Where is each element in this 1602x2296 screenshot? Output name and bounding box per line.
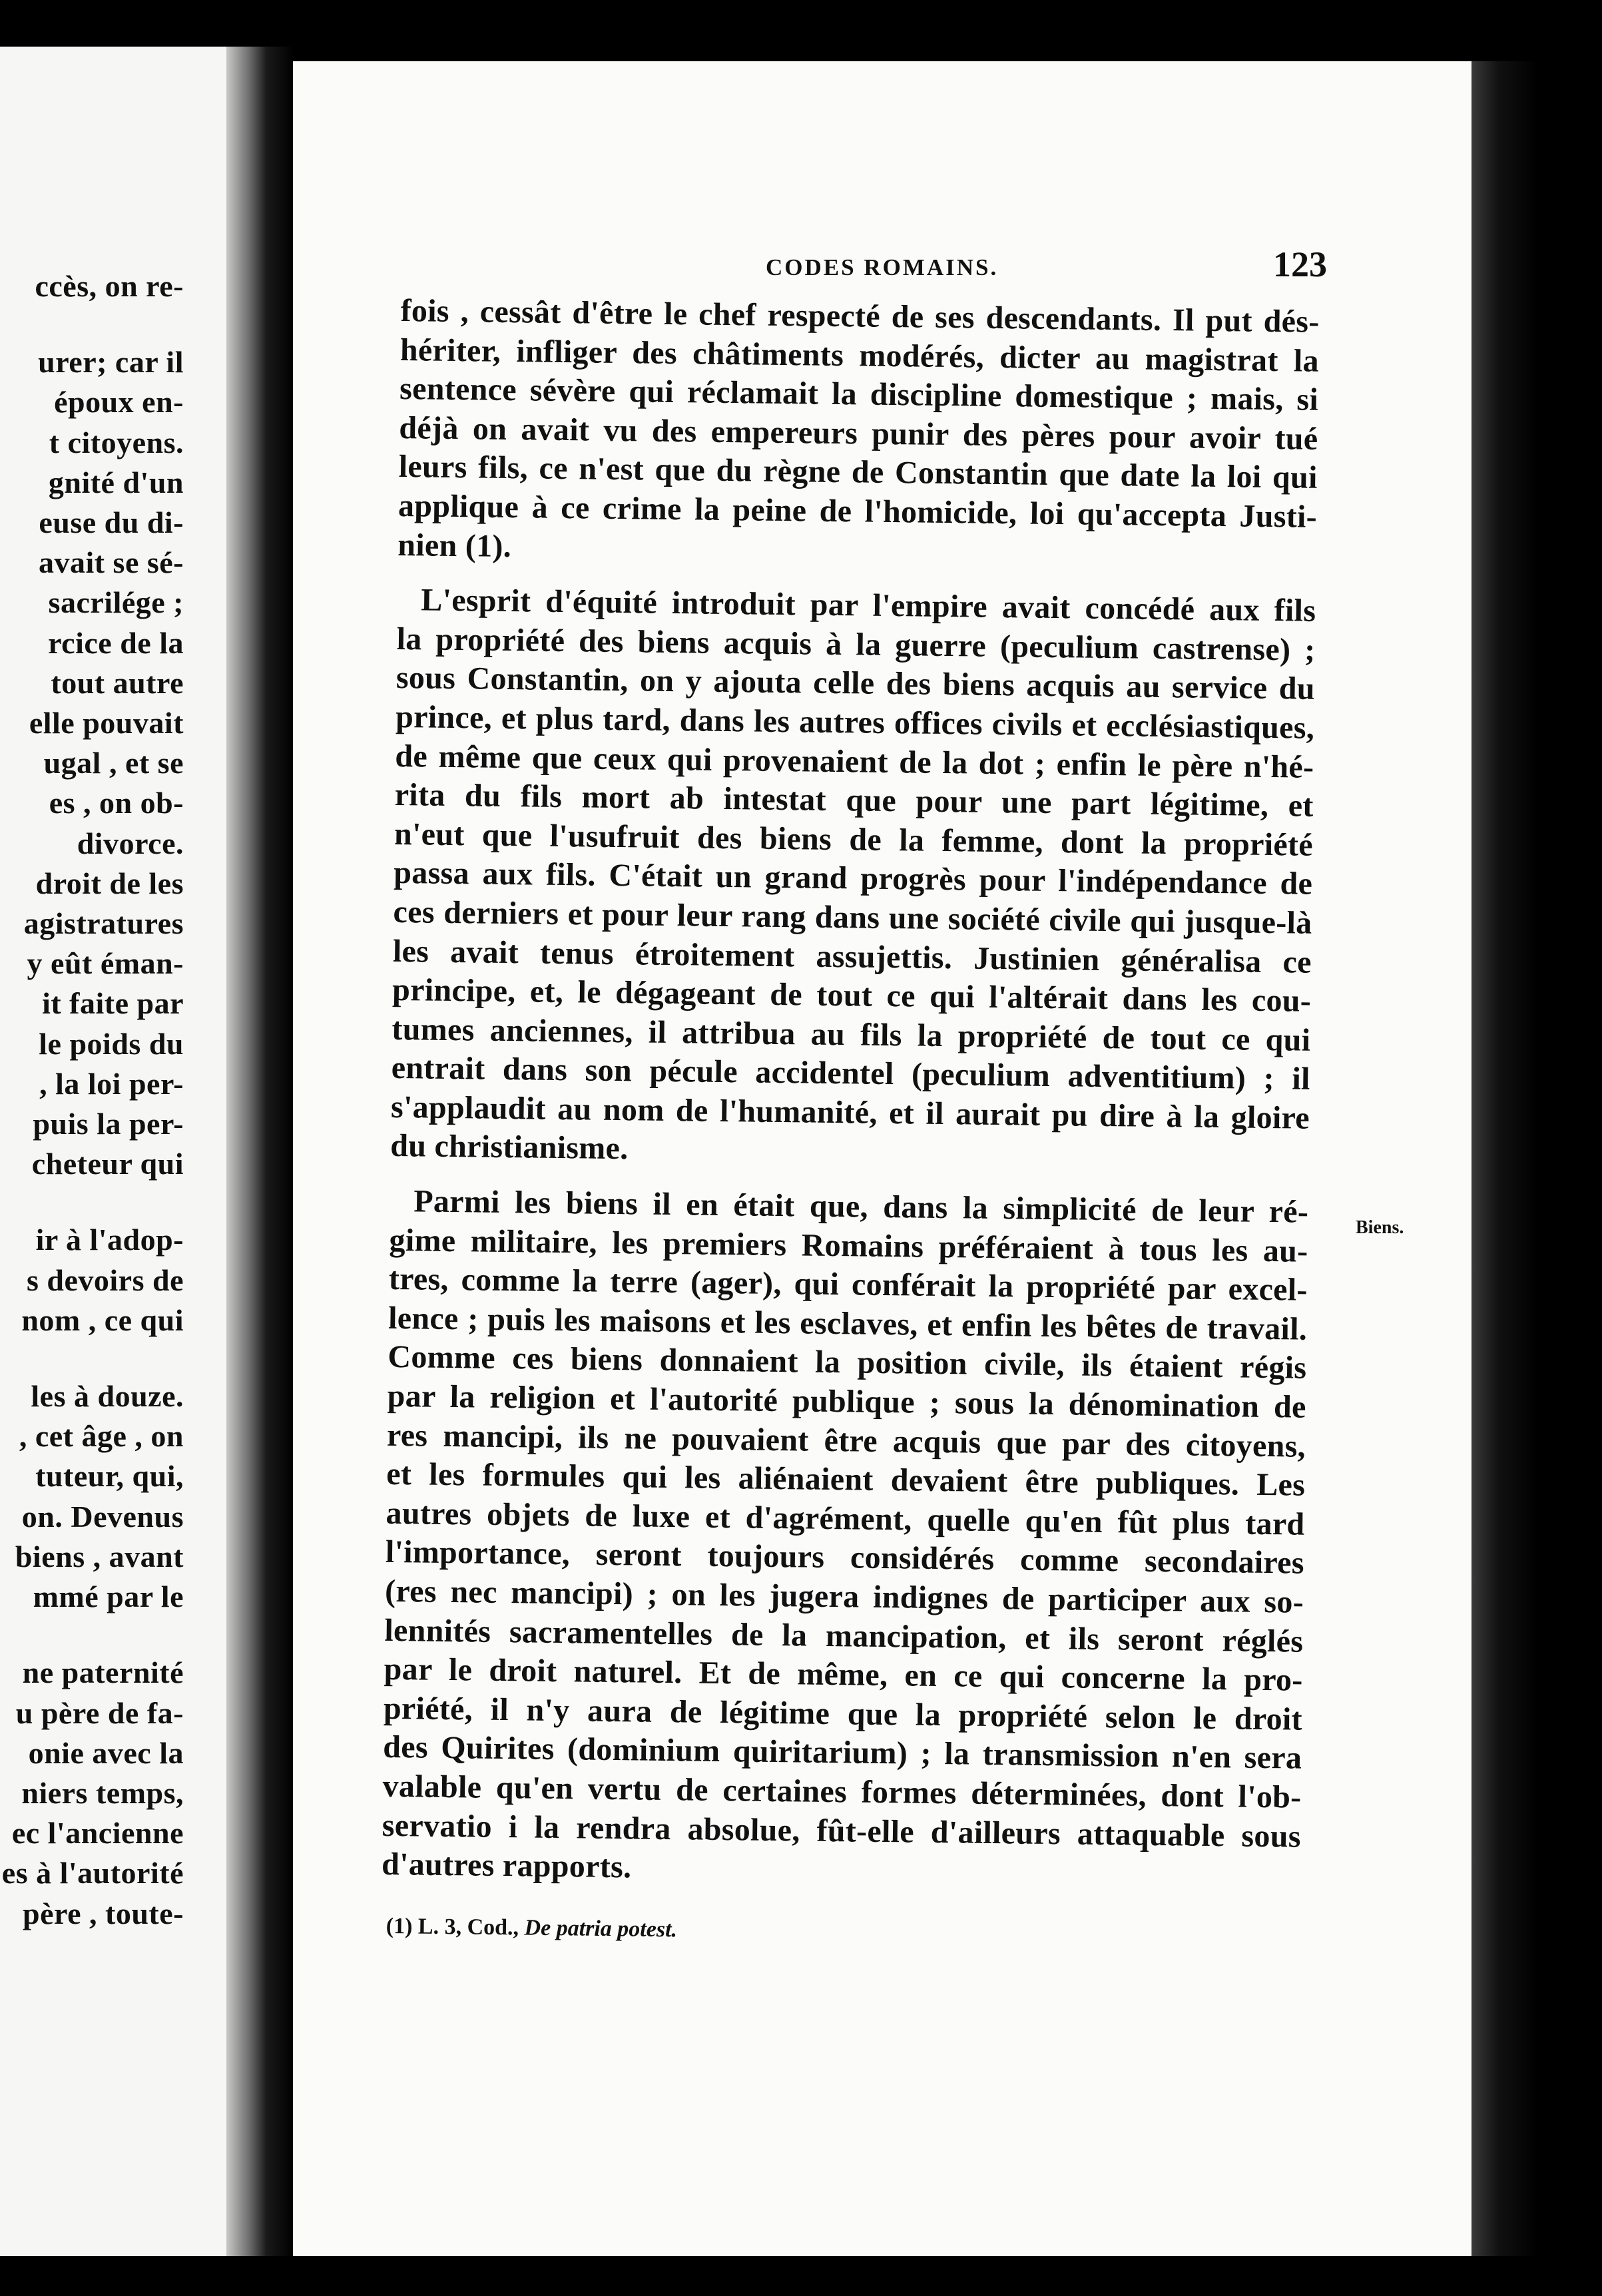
left-page-gap <box>2 1340 184 1376</box>
footnote-title: De patria potest. <box>524 1915 678 1942</box>
left-page-line: droit de les <box>35 866 184 900</box>
text-line: servatio i la rendra absolue, fût-elle d'ailleurs attaquable sous <box>382 1807 1302 1855</box>
left-facing-page <box>0 47 226 2256</box>
margin-note: Biens. <box>1356 1217 1404 1238</box>
page-number: 123 <box>1273 244 1327 284</box>
left-page-line: s devoirs de <box>27 1263 184 1297</box>
page-edge-shadow-bottom <box>1471 1912 1538 2256</box>
left-page-line: agistratures <box>23 906 184 941</box>
running-head: CODES ROMAINS. <box>766 254 999 280</box>
left-page-line: t citoyens. <box>49 425 184 459</box>
paragraph <box>390 581 1316 1177</box>
text-line: par le droit naturel. Et de même, en ce qui concerne la pro- <box>384 1651 1303 1698</box>
paragraph <box>382 1182 1309 1895</box>
right-page-bottom <box>293 1912 1471 2256</box>
text-line: tres, comme la terre (ager), qui conférait la propriété par excel- <box>388 1261 1308 1308</box>
left-page-line: les à douze. <box>31 1379 184 1414</box>
text-line: autres objets de luxe et d'agrément, quelle qu'en fût plus tard <box>386 1495 1305 1542</box>
left-page-line: elle pouvait <box>29 706 184 740</box>
text-line: Parmi les biens il en était que, dans la simplicité de leur ré- <box>413 1183 1309 1230</box>
text-line: priété, il n'y aura de légitime que la propriété selon le droit <box>383 1690 1303 1737</box>
left-page-gap <box>2 306 184 342</box>
footnote <box>386 1914 678 1942</box>
text-line: entrait dans son pécule accidentel (peculium adventitium) ; il <box>391 1050 1310 1097</box>
text-line: res mancipi, ils ne pouvaient être acquis que par des citoyens, <box>386 1417 1306 1464</box>
left-page-line: avait se sé- <box>38 545 184 580</box>
left-page-line: , cet âge , on <box>19 1419 184 1454</box>
text-line: s'applaudit au nom de l'humanité, et il aurait pu dire à la gloire <box>390 1089 1310 1136</box>
text-line: la propriété des biens acquis à la guerre (peculium castrense) ; <box>396 621 1316 668</box>
paragraph <box>398 292 1320 576</box>
text-line: (res nec mancipi) ; on les jugera indignes de participer aux so- <box>384 1573 1304 1620</box>
page-edge-shadow <box>1471 61 1538 1912</box>
left-page-line: tuteur, qui, <box>35 1459 184 1494</box>
text-line: sous Constantin, on y ajouta celle des biens acquis au service du <box>396 660 1316 707</box>
text-line: par la religion et l'autorité publique ; sous la dénomination de <box>387 1378 1306 1425</box>
text-line: lennités sacramentelles de la mancipation, et ils seront réglés <box>384 1612 1304 1659</box>
left-page-line: es , on ob- <box>49 786 184 820</box>
left-page-line: onie avec la <box>28 1735 184 1770</box>
text-line: leurs fils, ce n'est que du règne de Constantin que date la loi qui <box>398 449 1318 496</box>
left-page-gap <box>2 1184 184 1220</box>
left-page-line: ne paternité <box>22 1655 184 1690</box>
left-page-line: , la loi per- <box>39 1066 184 1101</box>
left-page-line: u père de fa- <box>15 1695 184 1730</box>
left-page-line: nom , ce qui <box>21 1302 184 1337</box>
text-line: nien (1). <box>398 527 512 564</box>
text-line: déjà on avait vu des empereurs punir des pères pour avoir tué <box>399 410 1318 457</box>
book-gutter <box>226 47 293 2256</box>
left-page-gap <box>2 1617 184 1653</box>
scan-frame-bottom <box>0 2256 1602 2296</box>
left-page-line: gnité d'un <box>48 465 184 499</box>
left-page-line: ugal , et se <box>43 746 184 780</box>
left-page-line: biens , avant <box>15 1539 184 1574</box>
text-line: L'esprit d'équité introduit par l'empire avait concédé aux fils <box>421 582 1316 629</box>
left-page-line: sacrilége ; <box>48 585 184 620</box>
text-line: n'eut que l'usufruit des biens de la femme, dont la propriété <box>394 816 1314 863</box>
left-page-line: ec l'ancienne <box>11 1816 184 1851</box>
left-page-line: tout autre <box>51 665 184 700</box>
text-line: principe, et, le dégageant de tout ce qui l'altérait dans les cou- <box>392 972 1312 1019</box>
left-page-line: le poids du <box>39 1026 184 1061</box>
text-line: lence ; puis les maisons et les esclaves, et enfin les bêtes de travail. <box>388 1300 1308 1347</box>
text-line: gime militaire, les premiers Romains préféraient à tous les au- <box>389 1222 1308 1269</box>
text-line: de même que ceux qui provenaient de la dot ; enfin le père n'hé- <box>395 738 1314 785</box>
left-page-line: divorce. <box>77 826 184 860</box>
left-page-line: ccès, on re- <box>35 269 184 303</box>
text-line: prince, et plus tard, dans les autres offices civils et ecclésiastiques, <box>395 699 1315 746</box>
text-line: Comme ces biens donnaient la position civile, ils étaient régis <box>388 1339 1307 1386</box>
text-line: fois , cessât d'être le chef respecté de ses descendants. Il put dés- <box>400 292 1320 340</box>
left-page-line: mmé par le <box>33 1579 184 1614</box>
text-line: passa aux fils. C'était un grand progrès pour l'indépendance de <box>394 855 1313 902</box>
left-page-line: rcice de la <box>48 625 184 660</box>
left-page-line: y eût éman- <box>27 946 184 981</box>
left-page-line: cheteur qui <box>31 1147 184 1181</box>
text-line: l'importance, seront toujours considérés comme secondaires <box>385 1534 1305 1581</box>
text-line: valable qu'en vertu de certaines formes déterminées, dont l'ob- <box>382 1768 1302 1815</box>
text-line: applique à ce crime la peine de l'homicide, loi qu'accepta Justi- <box>398 487 1318 535</box>
text-line: et les formules qui les aliénaient devaient être publiques. Les <box>386 1456 1306 1503</box>
text-line: sentence sévère qui réclamait la discipline domestique ; mais, si <box>399 371 1319 418</box>
left-page-line: niers temps, <box>21 1775 184 1810</box>
left-page-text <box>2 266 184 1934</box>
left-page-line: euse du di- <box>39 505 184 540</box>
scan-frame-top <box>0 0 1602 47</box>
text-line: d'autres rapports. <box>381 1846 632 1885</box>
left-page-line: père , toute- <box>23 1896 184 1930</box>
left-page-line: urer; car il <box>38 345 184 380</box>
left-page-line: on. Devenus <box>21 1499 184 1534</box>
footnote-marker: (1) L. 3, Cod., <box>386 1914 519 1940</box>
text-line: du christianisme. <box>390 1128 629 1167</box>
left-page-line: it faite par <box>42 986 184 1021</box>
left-page-line: ir à l'adop- <box>35 1223 184 1257</box>
text-line: rita du fils mort ab intestat que pour une part légitime, et <box>394 777 1314 824</box>
text-line: les avait tenus étroitement assujettis. Justinien généralisa ce <box>392 933 1312 980</box>
left-page-line: es à l'autorité <box>1 1856 184 1890</box>
text-line: hériter, infliger des châtiments modérés, dicter au magistrat la <box>400 332 1320 379</box>
body-text <box>382 292 1320 1895</box>
left-page-line: époux en- <box>54 385 184 420</box>
left-page-line: puis la per- <box>33 1107 184 1141</box>
text-line: tumes anciennes, il attribua au fils la propriété de tout ce qui <box>392 1011 1311 1058</box>
text-line: ces derniers et pour leur rang dans une société civile qui jusque-là <box>393 894 1312 941</box>
text-line: des Quirites (dominium quiritarium) ; la transmission n'en sera <box>382 1729 1302 1777</box>
